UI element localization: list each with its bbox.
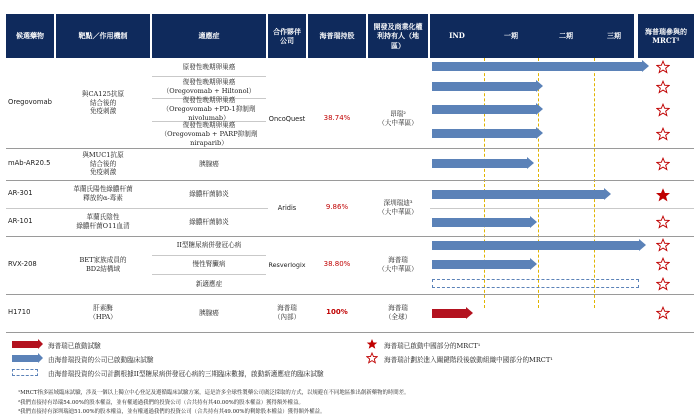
progress-bar-h1710	[432, 309, 466, 318]
progress-bar-rvx-208-2	[432, 260, 530, 269]
rights-line: 海普瑞	[388, 256, 408, 265]
progress-bar-oregovomab-3	[432, 105, 536, 114]
stake-resverlogix: 38.80%	[323, 260, 351, 269]
indication-mab-ar20-5	[152, 148, 266, 180]
header-partner: 合作夥伴公司	[268, 14, 306, 58]
target-line: 肝素酶	[93, 304, 113, 313]
rights-line: （全球）	[384, 313, 412, 321]
header-indication: 適應症	[152, 14, 266, 58]
progress-bar-rvx-208-1	[432, 241, 639, 250]
header-ind: IND	[430, 14, 484, 58]
target-line: 與CA125抗原	[81, 89, 125, 98]
target-line: 結合後的	[89, 98, 117, 107]
rights-oncoquest	[368, 58, 428, 180]
rights-line: （大中華區）	[378, 119, 418, 127]
rights-line: 海普瑞	[388, 304, 408, 313]
indication-h1710	[152, 294, 266, 332]
indication-line: 復發性晚期卵巢癌	[182, 96, 236, 105]
progress-bar-mab-ar20-5	[432, 159, 527, 168]
rights-line: （大中華區）	[378, 265, 418, 273]
indication-oregovomab-3	[152, 98, 266, 121]
stake-aridis: 9.86%	[325, 203, 349, 212]
indication-line: II型糖尿病併發冠心病	[176, 241, 242, 250]
header-phase3: 三期	[594, 14, 634, 58]
legend-dashed-bar	[12, 369, 38, 376]
target-line: BD2結構域	[85, 265, 121, 273]
legend-filled-star-label: 海普瑞已啟動中國部分的MRCT¹	[384, 342, 481, 350]
legend-dashed-bar-label: 由海普瑞投資的公司計劃根據II型糖尿病併發冠心病的三期臨床數據，啟動新適應症的臨床試驗	[48, 370, 324, 378]
header-drug: 候選藥物	[6, 14, 54, 58]
target-line: 革蘭氏陽性綠膿杆菌	[73, 185, 133, 194]
target-line: BET家族成員的	[79, 256, 127, 265]
target-line: 結合後的	[89, 159, 117, 168]
partner-line: （內部）	[273, 313, 301, 321]
drug-h1710: H1710	[8, 308, 31, 317]
footnote-1: ¹MRCT指多區域臨床試驗，涉及一個以上獨立中心登記及遵循臨床試驗方案，這是許多全球性製藥公司廣泛採取的方式，以規避在不同地區推出創新藥物的時間差。	[18, 390, 410, 396]
header-rights: 開發及商業化權利持有人（地區）	[368, 14, 428, 58]
outline-star-icon	[656, 80, 670, 94]
legend-outline-star-icon	[366, 352, 378, 364]
outline-star-icon	[656, 257, 670, 271]
indication-line: （Oregovomab +PD-1抑制劑nivolumab）	[162, 105, 256, 122]
target-oregovomab	[56, 58, 150, 148]
rights-aridis	[368, 180, 428, 236]
drug-ar-301: AR-301	[8, 189, 33, 198]
phase-divider-phase1	[538, 58, 539, 308]
indication-line: 復發性晚期卵巢癌	[182, 78, 236, 87]
indication-oregovomab-1	[152, 58, 266, 76]
indication-line: （Oregovomab + Hiltonol）	[162, 87, 256, 95]
row-separator	[6, 332, 694, 333]
target-rvx-208	[56, 236, 150, 294]
outline-star-icon	[656, 157, 670, 171]
indication-line: 綠膿杆菌肺炎	[189, 217, 229, 226]
footnote-3: ³我們直接持有深圳瑞迪51.00%的股本權益，並有權通過我們的投資公司（合共持有其49.00%的剩餘股本權益）獲得額外權益。	[18, 409, 326, 415]
target-ar-101	[56, 208, 150, 236]
target-line: 與MUC1抗原	[82, 150, 124, 159]
target-mab-ar20-5	[56, 148, 150, 180]
progress-bar-ar-301	[432, 190, 604, 199]
outline-star-icon	[656, 60, 670, 74]
outline-star-icon	[656, 215, 670, 229]
legend-blue-bar	[12, 355, 38, 362]
legend-blue-bar-label: 由海普瑞投資的公司已啟動臨床試驗	[48, 356, 154, 364]
drug-oregovomab: Oregovomab	[8, 98, 52, 107]
stake-oncoquest: 38.74%	[323, 114, 351, 123]
target-line: （HPA）	[89, 313, 117, 321]
phase-divider-ind	[484, 58, 485, 308]
drug-ar-101: AR-101	[8, 217, 33, 226]
legend-outline-star-label: 海普瑞計劃於進入關鍵階段後啟動組織中國部分的MRCT¹	[384, 356, 553, 364]
header-stake: 海普瑞持股	[308, 14, 366, 58]
stake-h1710: 100%	[326, 308, 348, 317]
indication-oregovomab-4	[152, 121, 266, 148]
indication-line: 綠膿杆菌肺炎	[189, 189, 229, 198]
partner-aridis: Aridis	[277, 203, 297, 212]
indication-rvx-208-1	[152, 236, 266, 255]
indication-line: 新適應症	[195, 279, 223, 288]
partner-resverlogix: Resverlogix	[268, 260, 306, 269]
indication-line: 原發性晚期卵巢癌	[182, 62, 236, 71]
header-phase1: 一期	[484, 14, 538, 58]
partner-line: 海普瑞	[277, 304, 297, 313]
rights-h1710	[368, 294, 428, 332]
outline-star-icon	[656, 103, 670, 117]
rights-line: （大中華區）	[378, 208, 418, 216]
indication-line: 胰腺癌	[199, 308, 219, 317]
header-phase2: 二期	[538, 14, 594, 58]
target-h1710	[56, 294, 150, 332]
indication-ar-301	[152, 180, 266, 208]
outline-star-icon	[656, 306, 670, 320]
indication-line: 復發性晚期卵巢癌	[182, 121, 236, 130]
filled-star-icon	[656, 188, 670, 202]
target-line: 綠膿杆菌O11血清	[76, 222, 130, 230]
legend-filled-star-icon	[366, 338, 378, 350]
drug-rvx-208: RVX-208	[8, 260, 37, 269]
indication-line: （Oregovomab + PARP抑制劑niraparib）	[160, 130, 258, 147]
phase-divider-phase2	[594, 58, 595, 308]
indication-line: 胰腺癌	[199, 159, 219, 168]
target-line: 革蘭氏陰性	[86, 213, 120, 222]
target-line: 免疫刺激	[89, 168, 117, 177]
rights-line: 昂瑞²	[390, 110, 406, 119]
target-ar-301	[56, 180, 150, 208]
target-line: 釋放的α-毒素	[83, 194, 123, 202]
indication-rvx-208-3	[152, 274, 266, 294]
progress-bar-oregovomab-1	[432, 62, 642, 71]
legend-red-bar	[12, 341, 38, 348]
row-separator	[430, 208, 694, 209]
partner-h1710	[266, 294, 308, 332]
progress-bar-rvx-208-3-planned	[432, 279, 639, 288]
target-line: 免疫刺激	[89, 107, 117, 116]
rights-resverlogix	[368, 236, 428, 294]
indication-ar-101	[152, 208, 266, 236]
legend-red-bar-label: 海普瑞已啟動試驗	[48, 342, 101, 350]
progress-bar-ar-101	[432, 218, 530, 227]
indication-oregovomab-2	[152, 76, 266, 98]
footnote-2: ²我們直接持有昂瑞54.00%的股本權益，並有權通過我們的投資公司（合共持有其40.00%的股本權益）獲得額外權益。	[18, 400, 304, 406]
indication-line: 慢性腎臟病	[192, 260, 226, 269]
outline-star-icon	[656, 127, 670, 141]
header-mrct: 海普瑞參與的MRCT¹	[638, 14, 694, 58]
progress-bar-oregovomab-4	[432, 129, 536, 138]
rights-line: 深圳瑞迪³	[383, 199, 413, 208]
progress-bar-oregovomab-2	[432, 82, 536, 91]
indication-rvx-208-2	[152, 255, 266, 274]
outline-star-icon	[656, 277, 670, 291]
header-target: 靶點／作用機制	[56, 14, 150, 58]
partner-oncoquest: OncoQuest	[268, 114, 306, 123]
drug-mab-ar20-5: mAb-AR20.5	[8, 159, 51, 168]
outline-star-icon	[656, 238, 670, 252]
